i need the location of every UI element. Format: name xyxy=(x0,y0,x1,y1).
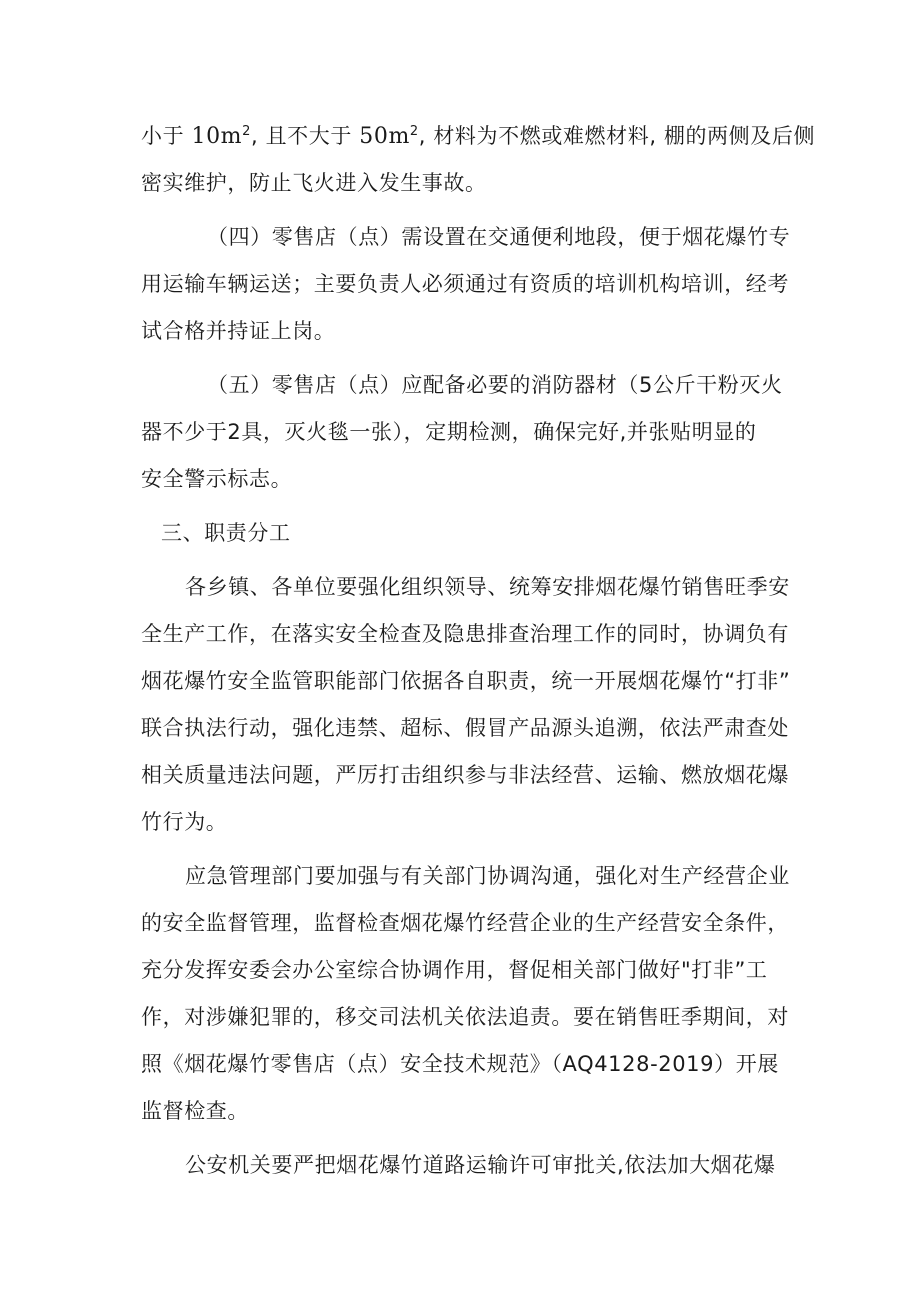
text-line: 用运输车辆运送；主要负责人必须通过有资质的培训机构培训，经考 xyxy=(141,272,789,296)
text-line: 小于 $10m^2$, 且不大于 $50m^2$, 材料为不燃或难燃材料, 棚的两侧及后侧 xyxy=(141,124,816,149)
text-line: 全生产工作，在落实安全检查及隐患排查治理工作的同时，协调负有 xyxy=(141,622,789,646)
text-line: （五）零售店（点）应配备必要的消防器材（5公斤干粉灭火 xyxy=(207,373,783,397)
text-line: 各乡镇、各单位要强化组织领导、统筹安排烟花爆竹销售旺季安 xyxy=(185,575,790,599)
document-body xyxy=(141,113,816,1189)
text-line: 应急管理部门要加强与有关部门协调沟通，强化对生产经营企业 xyxy=(185,864,790,888)
text-line: 充分发挥安委会办公室综合协调作用，督促相关部门做好"打非”工 xyxy=(141,958,768,982)
text-line: 安全警示标志。 xyxy=(141,467,293,491)
text-line: 烟花爆竹安全监管职能部门依据各自职责，统一开展烟花爆竹“打非” xyxy=(141,669,791,693)
text-line: 照《烟花爆竹零售店（点）安全技术规范》（AQ4128-2019）开展 xyxy=(141,1052,779,1076)
paragraph-shed-requirements xyxy=(141,113,816,207)
paragraph-emergency-management xyxy=(141,853,791,1135)
text-line: 公安机关要严把烟花爆竹道路运输许可审批关,依法加大烟花爆 xyxy=(185,1153,776,1177)
text-line: 试合格并持证上岗。 xyxy=(141,319,336,343)
section-heading-responsibilities xyxy=(141,510,791,557)
text-line: 密实维护，防止飞火进入发生事故。 xyxy=(141,171,487,195)
text-line: 监督检查。 xyxy=(141,1099,249,1123)
paragraph-item-4 xyxy=(141,214,791,355)
paragraph-item-5 xyxy=(141,362,791,503)
text-line: 相关质量违法问题，严厉打击组织参与非法经营、运输、燃放烟花爆 xyxy=(141,763,789,787)
text-line: 竹行为。 xyxy=(141,810,228,834)
text-line: 的安全监督管理，监督检查烟花爆竹经营企业的生产经营安全条件， xyxy=(141,911,789,935)
text-line: （四）零售店（点）需设置在交通便利地段，便于烟花爆竹专 xyxy=(207,225,791,249)
paragraph-townships xyxy=(141,564,791,846)
paragraph-public-security xyxy=(141,1142,791,1189)
text-line: 联合执法行动，强化违禁、超标、假冒产品源头追溯，依法严肃查处 xyxy=(141,716,789,740)
section-heading: 三、职责分工 xyxy=(161,521,291,545)
text-line: 器不少于2具，灭火毯一张），定期检测，确保完好,并张贴明显的 xyxy=(141,420,757,444)
text-line: 作，对涉嫌犯罪的，移交司法机关依法追责。要在销售旺季期间，对 xyxy=(141,1005,789,1029)
